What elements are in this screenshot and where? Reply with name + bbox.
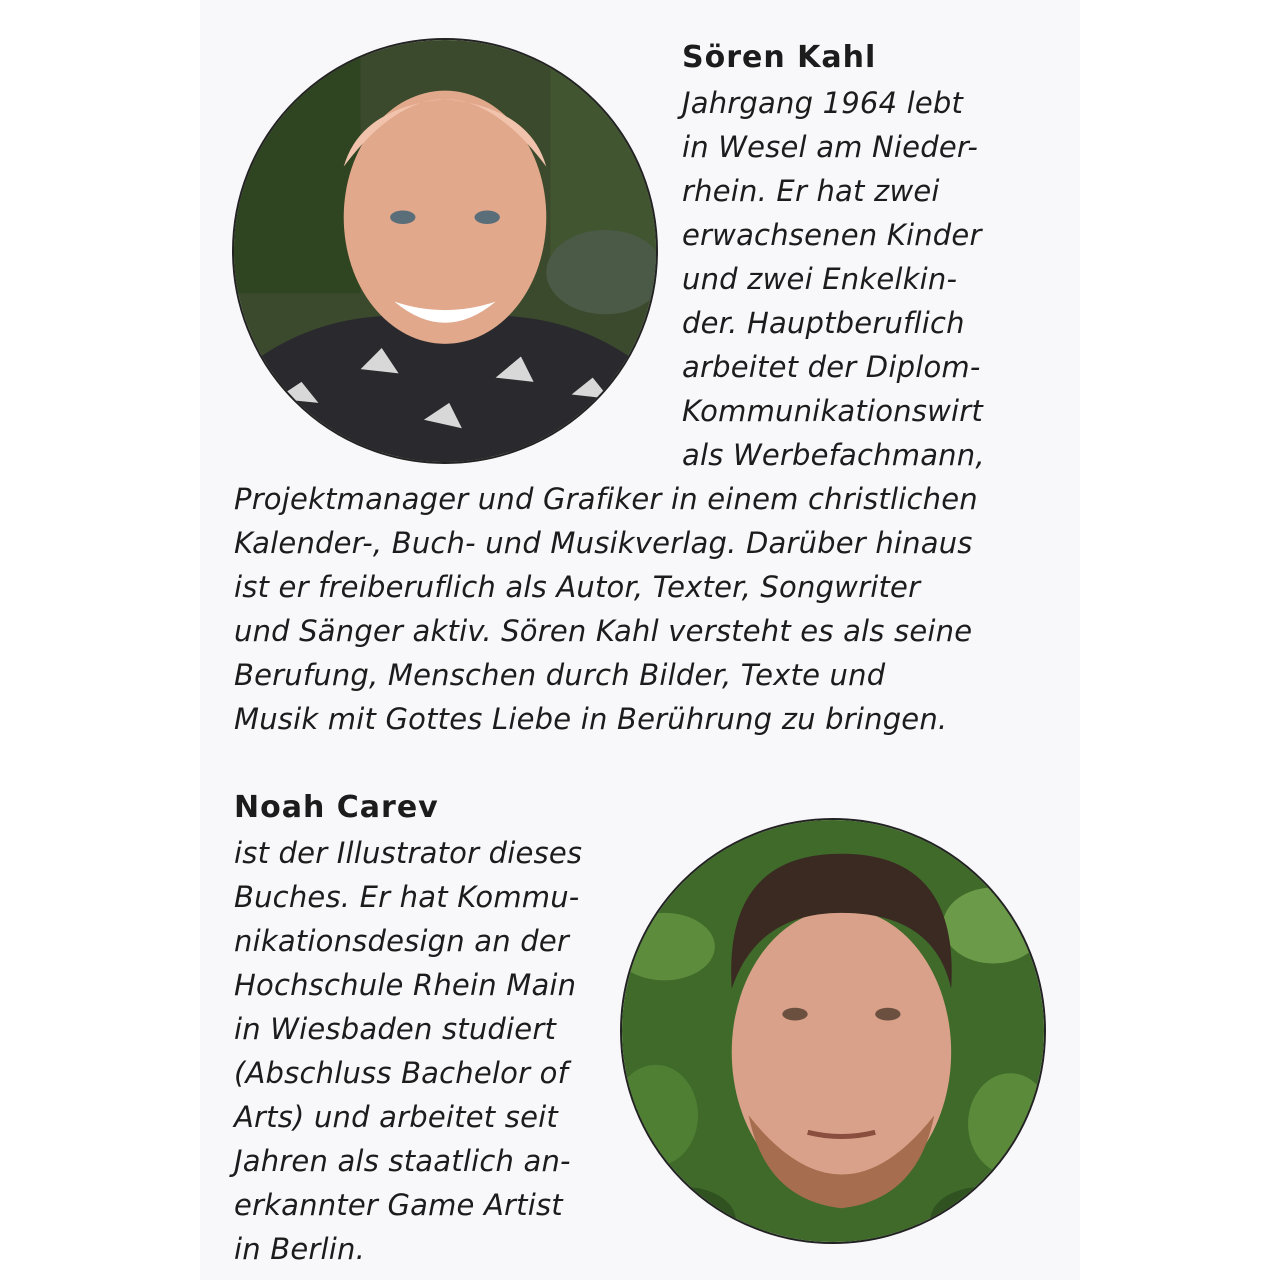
author-bio-line: der. Hauptberuflich xyxy=(682,306,965,340)
author-bio-line: ist er freiberuflich als Autor, Texter, Songwriter xyxy=(234,570,921,604)
illustrator-bio-line: Jahren als staatlich an- xyxy=(234,1144,571,1178)
author-portrait xyxy=(232,38,658,464)
author-bio-line: und zwei Enkelkin- xyxy=(682,262,958,296)
illustrator-bio-line: Buches. Er hat Kommu- xyxy=(234,880,580,914)
author-bio-line: arbeitet der Diplom- xyxy=(682,350,981,384)
author-bio-line: rhein. Er hat zwei xyxy=(682,174,940,208)
illustrator-bio-line: Arts) und arbeitet seit xyxy=(234,1100,558,1134)
illustrator-portrait xyxy=(620,818,1046,1244)
book-page xyxy=(200,0,1080,1280)
author-bio-line: Berufung, Menschen durch Bilder, Texte und xyxy=(234,658,886,692)
illustrator-bio-line: (Abschluss Bachelor of xyxy=(234,1056,568,1090)
author-bio-line: und Sänger aktiv. Sören Kahl versteht es als seine xyxy=(234,614,973,648)
illustrator-bio-line: erkannter Game Artist xyxy=(234,1188,563,1222)
author-bio-line: Kommunikationswirt xyxy=(682,394,983,428)
author-bio-line: in Wesel am Nieder- xyxy=(682,130,979,164)
illustrator-name: Noah Carev xyxy=(234,790,439,825)
author-bio-line: Musik mit Gottes Liebe in Berührung zu bringen. xyxy=(234,702,948,736)
illustrator-bio-line: in Berlin. xyxy=(234,1232,366,1266)
author-bio-line: erwachsenen Kinder xyxy=(682,218,982,252)
illustrator-bio-line: in Wiesbaden studiert xyxy=(234,1012,557,1046)
illustrator-bio-line: nikationsdesign an der xyxy=(234,924,570,958)
illustrator-bio-line: Hochschule Rhein Main xyxy=(234,968,577,1002)
author-bio-line: Kalender-, Buch- und Musikverlag. Darüber hinaus xyxy=(234,526,973,560)
author-name: Sören Kahl xyxy=(682,40,877,75)
illustrator-bio-line: ist der Illustrator dieses xyxy=(234,836,583,870)
author-bio-line: Projektmanager und Grafiker in einem christlichen xyxy=(234,482,978,516)
author-bio-line: Jahrgang 1964 lebt xyxy=(682,86,964,120)
author-bio-line: als Werbefachmann, xyxy=(682,438,985,472)
